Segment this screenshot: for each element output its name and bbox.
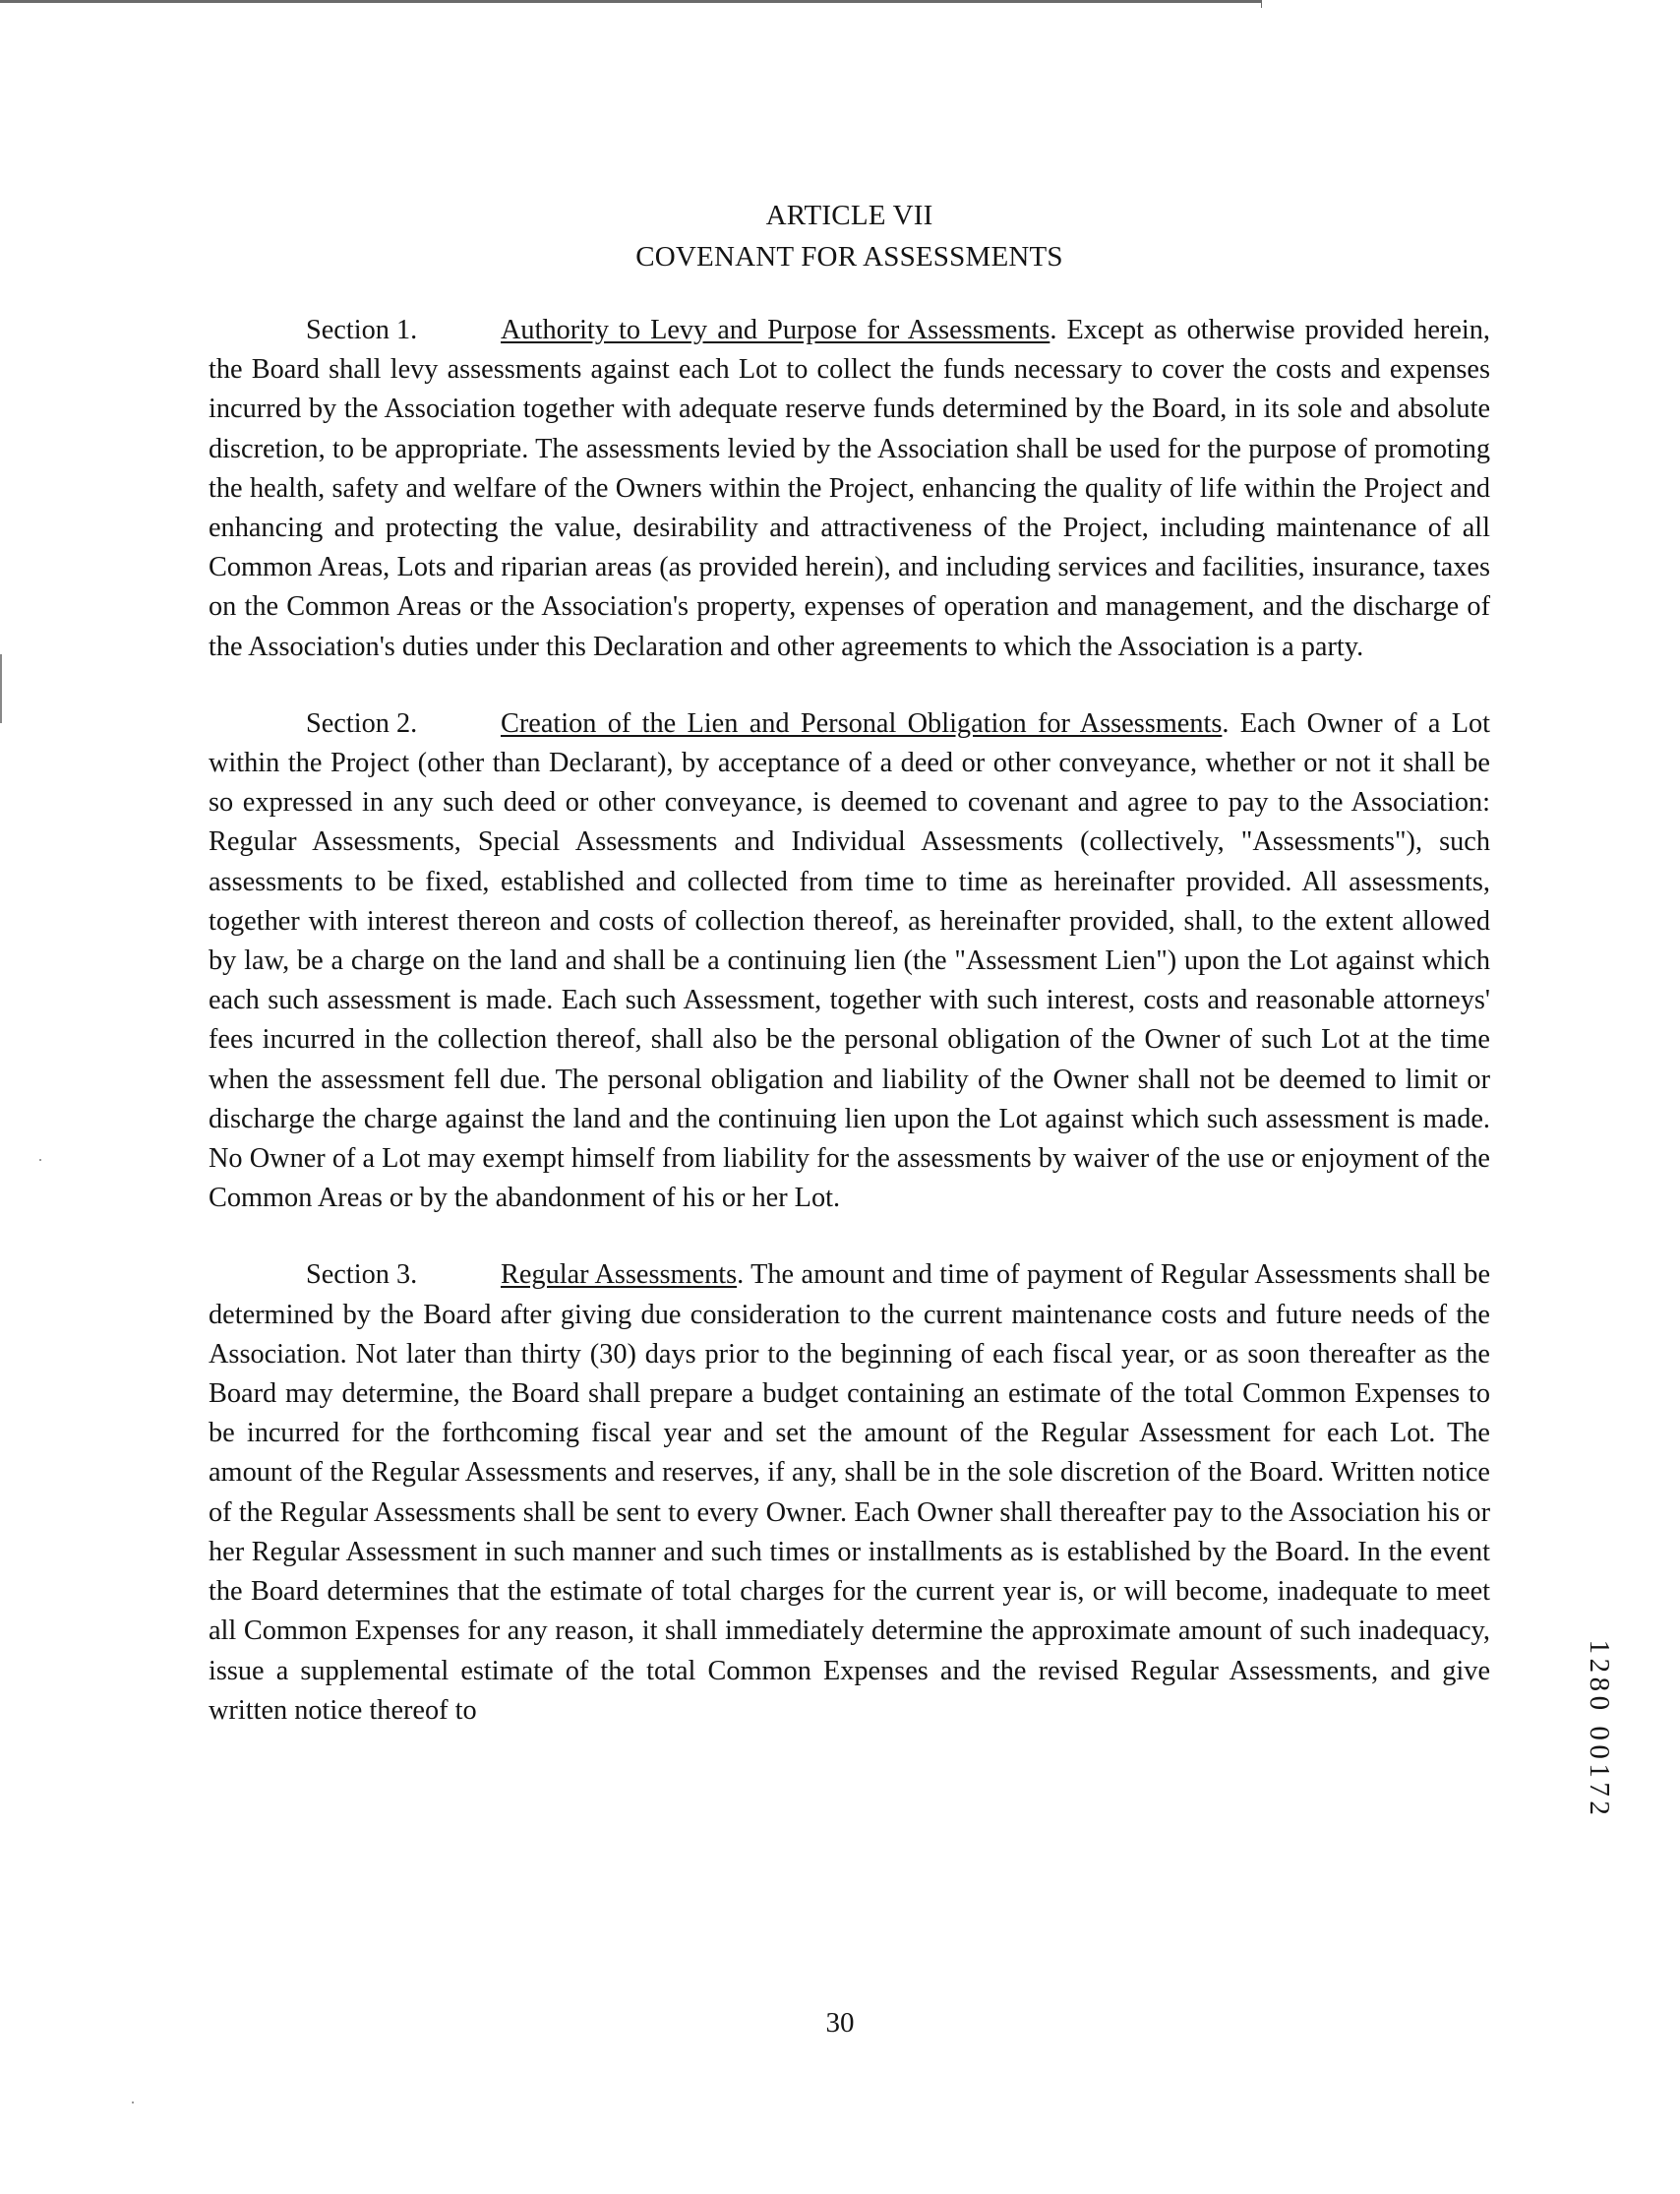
section-2	[209, 704, 1490, 1219]
section-1-label: Section 1.	[306, 315, 418, 345]
scan-speck	[132, 2102, 134, 2103]
margin-document-number	[1580, 1586, 1619, 1873]
scan-top-rule-tick	[1261, 0, 1262, 8]
section-1	[209, 311, 1490, 667]
section-3-label: Section 3.	[306, 1259, 418, 1291]
scan-top-rule	[0, 0, 1261, 3]
section-2-label: Section 2.	[306, 707, 418, 739]
section-1-body: . Except as otherwise provided herein, the Board shall levy assessments against each Lot to collect the funds necessary to cover the costs and expenses incurred by the Association together with adequate reserve funds determined by the Board, in its sole and absolute discretion, to be appropriate. The assessments levied by the Association shall be used for the purpose of promoting the health, safety and welfare of the Owners within the Project, enhancing the quality of life within the Project and enhancing and protecting the value, desirability and attractiveness of the Project, including maintenance of all Common Areas, Lots and riparian areas (as provided herein), and including services and facilities, insurance, taxes on the Common Areas or the Association's property, expenses of operation and management, and the discharge of the Association's duties under this Declaration and other agreements to which the Association is a party.	[209, 315, 1490, 662]
document-page	[209, 195, 1490, 1731]
section-3-body: . The amount and time of payment of Regular Assessments shall be determined by the Board after giving due consideration to the current maintenance costs and future needs of the Association. Not later than thirty (30) days prior to the beginning of each fiscal year, or as soon thereafter as the Board may determine, the Board shall prepare a budget containing an estimate of the total Common Expenses to be incurred for the forthcoming fiscal year and set the amount of the Regular Assessment for each Lot. The amount of the Regular Assessments and reserves, if any, shall be in the sole discretion of the Board. Written notice of the Regular Assessments shall be sent to every Owner. Each Owner shall thereafter pay to the Association his or her Regular Assessment in such manner and such times or installments as is established by the Board. In the event the Board determines that the estimate of total charges for the current year is, or will become, inadequate to meet all Common Expenses for any reason, it shall immediately determine the approximate amount of such inadequacy, issue a supplemental estimate of the total Common Expenses and the revised Regular Assessments, and give written notice thereof to	[209, 1259, 1490, 1726]
section-3	[209, 1255, 1490, 1730]
scan-speck	[39, 1159, 41, 1161]
page-number: 30	[825, 2007, 855, 2039]
scan-edge-mark	[0, 654, 2, 723]
section-2-body: . Each Owner of a Lot within the Project (other than Declarant), by acceptance of a deed or other conveyance, whether or not it shall be so expressed in any such deed or other conveyance, is deemed to covenant and agree to pay to the Association: Regular Assessments, Special Assessments and Individual Assessments (collectively, "Assessments"), such assessments to be fixed, established and collected from time to time as hereinafter provided. All assessments, together with interest thereon and costs of collection thereof, as hereinafter provided, shall, to the extent allowed by law, be a charge on the land and shall be a continuing lien (the "Assessment Lien") upon the Lot against which each such assessment is made. Each such Assessment, together with such interest, costs and reasonable attorneys' fees incurred in the collection thereof, shall also be the personal obligation of the Owner of such Lot at the time when the assessment fell due. The personal obligation and liability of the Owner shall not be deemed to limit or discharge the charge against the land and the continuing lien upon the Lot against which such assessment is made. No Owner of a Lot may exempt himself from liability for the assessments by waiver of the use or enjoyment of the Common Areas or by the abandonment of his or her Lot.	[209, 707, 1490, 1214]
article-title: COVENANT FOR ASSESSMENTS	[635, 241, 1063, 273]
article-number: ARTICLE VII	[765, 200, 933, 231]
section-1-title: Authority to Levy and Purpose for Assessments	[501, 315, 1050, 345]
section-3-title: Regular Assessments	[501, 1259, 738, 1291]
margin-document-number-text: 1280 00172	[1584, 1639, 1615, 1820]
section-2-title: Creation of the Lien and Personal Obligation for Assessments	[501, 707, 1223, 739]
